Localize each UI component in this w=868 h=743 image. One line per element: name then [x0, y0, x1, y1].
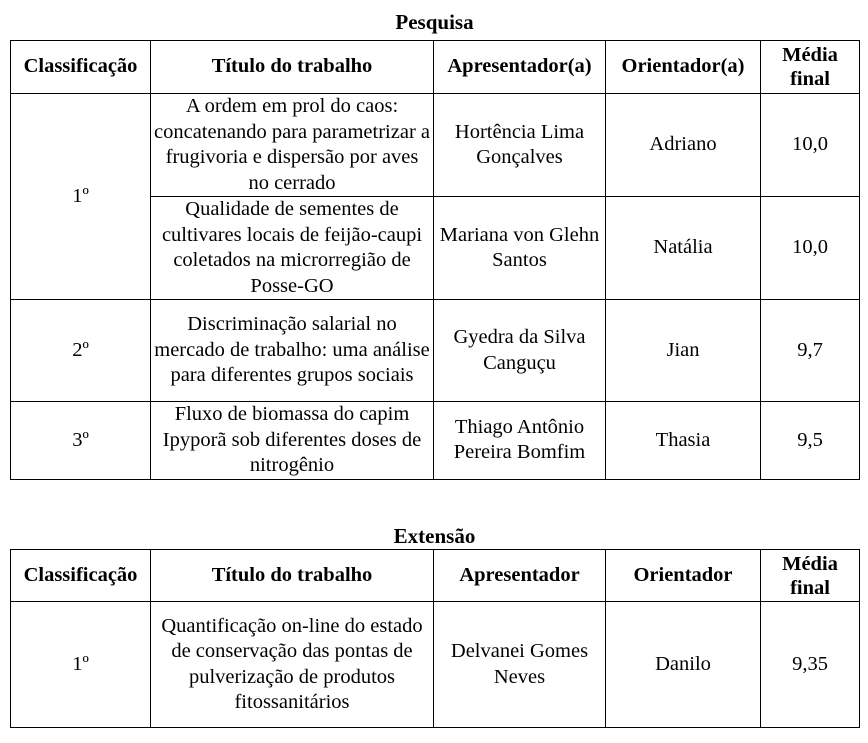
- cell-orientador: Thasia: [606, 402, 761, 480]
- cell-titulo: A ordem em prol do caos: concatenando para parametrizar a frugivoria e dispersão por aves no cerrado: [151, 94, 434, 197]
- cell-media: 10,0: [761, 94, 860, 197]
- cell-apresentador: Thiago Antônio Pereira Bomfim: [434, 402, 606, 480]
- header-titulo: Título do trabalho: [151, 41, 434, 94]
- cell-orientador: Adriano: [606, 94, 761, 197]
- extensao-header-row: [11, 550, 860, 602]
- pesquisa-header-row: [11, 41, 860, 94]
- cell-apresentador: Delvanei Gomes Neves: [434, 602, 606, 728]
- cell-classificacao: 2º: [11, 300, 151, 402]
- header-media: Média final: [761, 550, 860, 602]
- header-classificacao: Classificação: [11, 41, 151, 94]
- cell-titulo: Quantificação on-line do estado de conservação das pontas de pulverização de produtos fitossanitários: [151, 602, 434, 728]
- cell-classificacao: 3º: [11, 402, 151, 480]
- header-apresentador: Apresentador(a): [434, 41, 606, 94]
- table-row: [11, 602, 860, 728]
- pesquisa-table: [10, 40, 860, 480]
- cell-orientador: Jian: [606, 300, 761, 402]
- cell-titulo: Qualidade de sementes de cultivares locais de feijão-caupi coletados na microrregião de Posse-GO: [151, 197, 434, 300]
- cell-apresentador: Gyedra da Silva Canguçu: [434, 300, 606, 402]
- header-apresentador: Apresentador: [434, 550, 606, 602]
- cell-media: 9,5: [761, 402, 860, 480]
- cell-titulo: Fluxo de biomassa do capim Ipyporã sob diferentes doses de nitrogênio: [151, 402, 434, 480]
- header-titulo: Título do trabalho: [151, 550, 434, 602]
- cell-media: 9,7: [761, 300, 860, 402]
- cell-classificacao: 1º: [11, 602, 151, 728]
- header-media: Média final: [761, 41, 860, 94]
- extensao-table: [10, 549, 860, 728]
- table-row: [11, 402, 860, 480]
- cell-apresentador: Hortência Lima Gonçalves: [434, 94, 606, 197]
- table-row: [11, 94, 860, 197]
- cell-media: 9,35: [761, 602, 860, 728]
- cell-media: 10,0: [761, 197, 860, 300]
- pesquisa-title: Pesquisa: [395, 10, 474, 34]
- cell-titulo: Discriminação salarial no mercado de trabalho: uma análise para diferentes grupos sociais: [151, 300, 434, 402]
- cell-orientador: Natália: [606, 197, 761, 300]
- header-classificacao: Classificação: [11, 550, 151, 602]
- table-row: [11, 300, 860, 402]
- cell-apresentador: Mariana von Glehn Santos: [434, 197, 606, 300]
- extensao-title: Extensão: [393, 524, 476, 548]
- cell-classificacao: 1º: [11, 94, 151, 300]
- header-orientador: Orientador(a): [606, 41, 761, 94]
- header-orientador: Orientador: [606, 550, 761, 602]
- cell-orientador: Danilo: [606, 602, 761, 728]
